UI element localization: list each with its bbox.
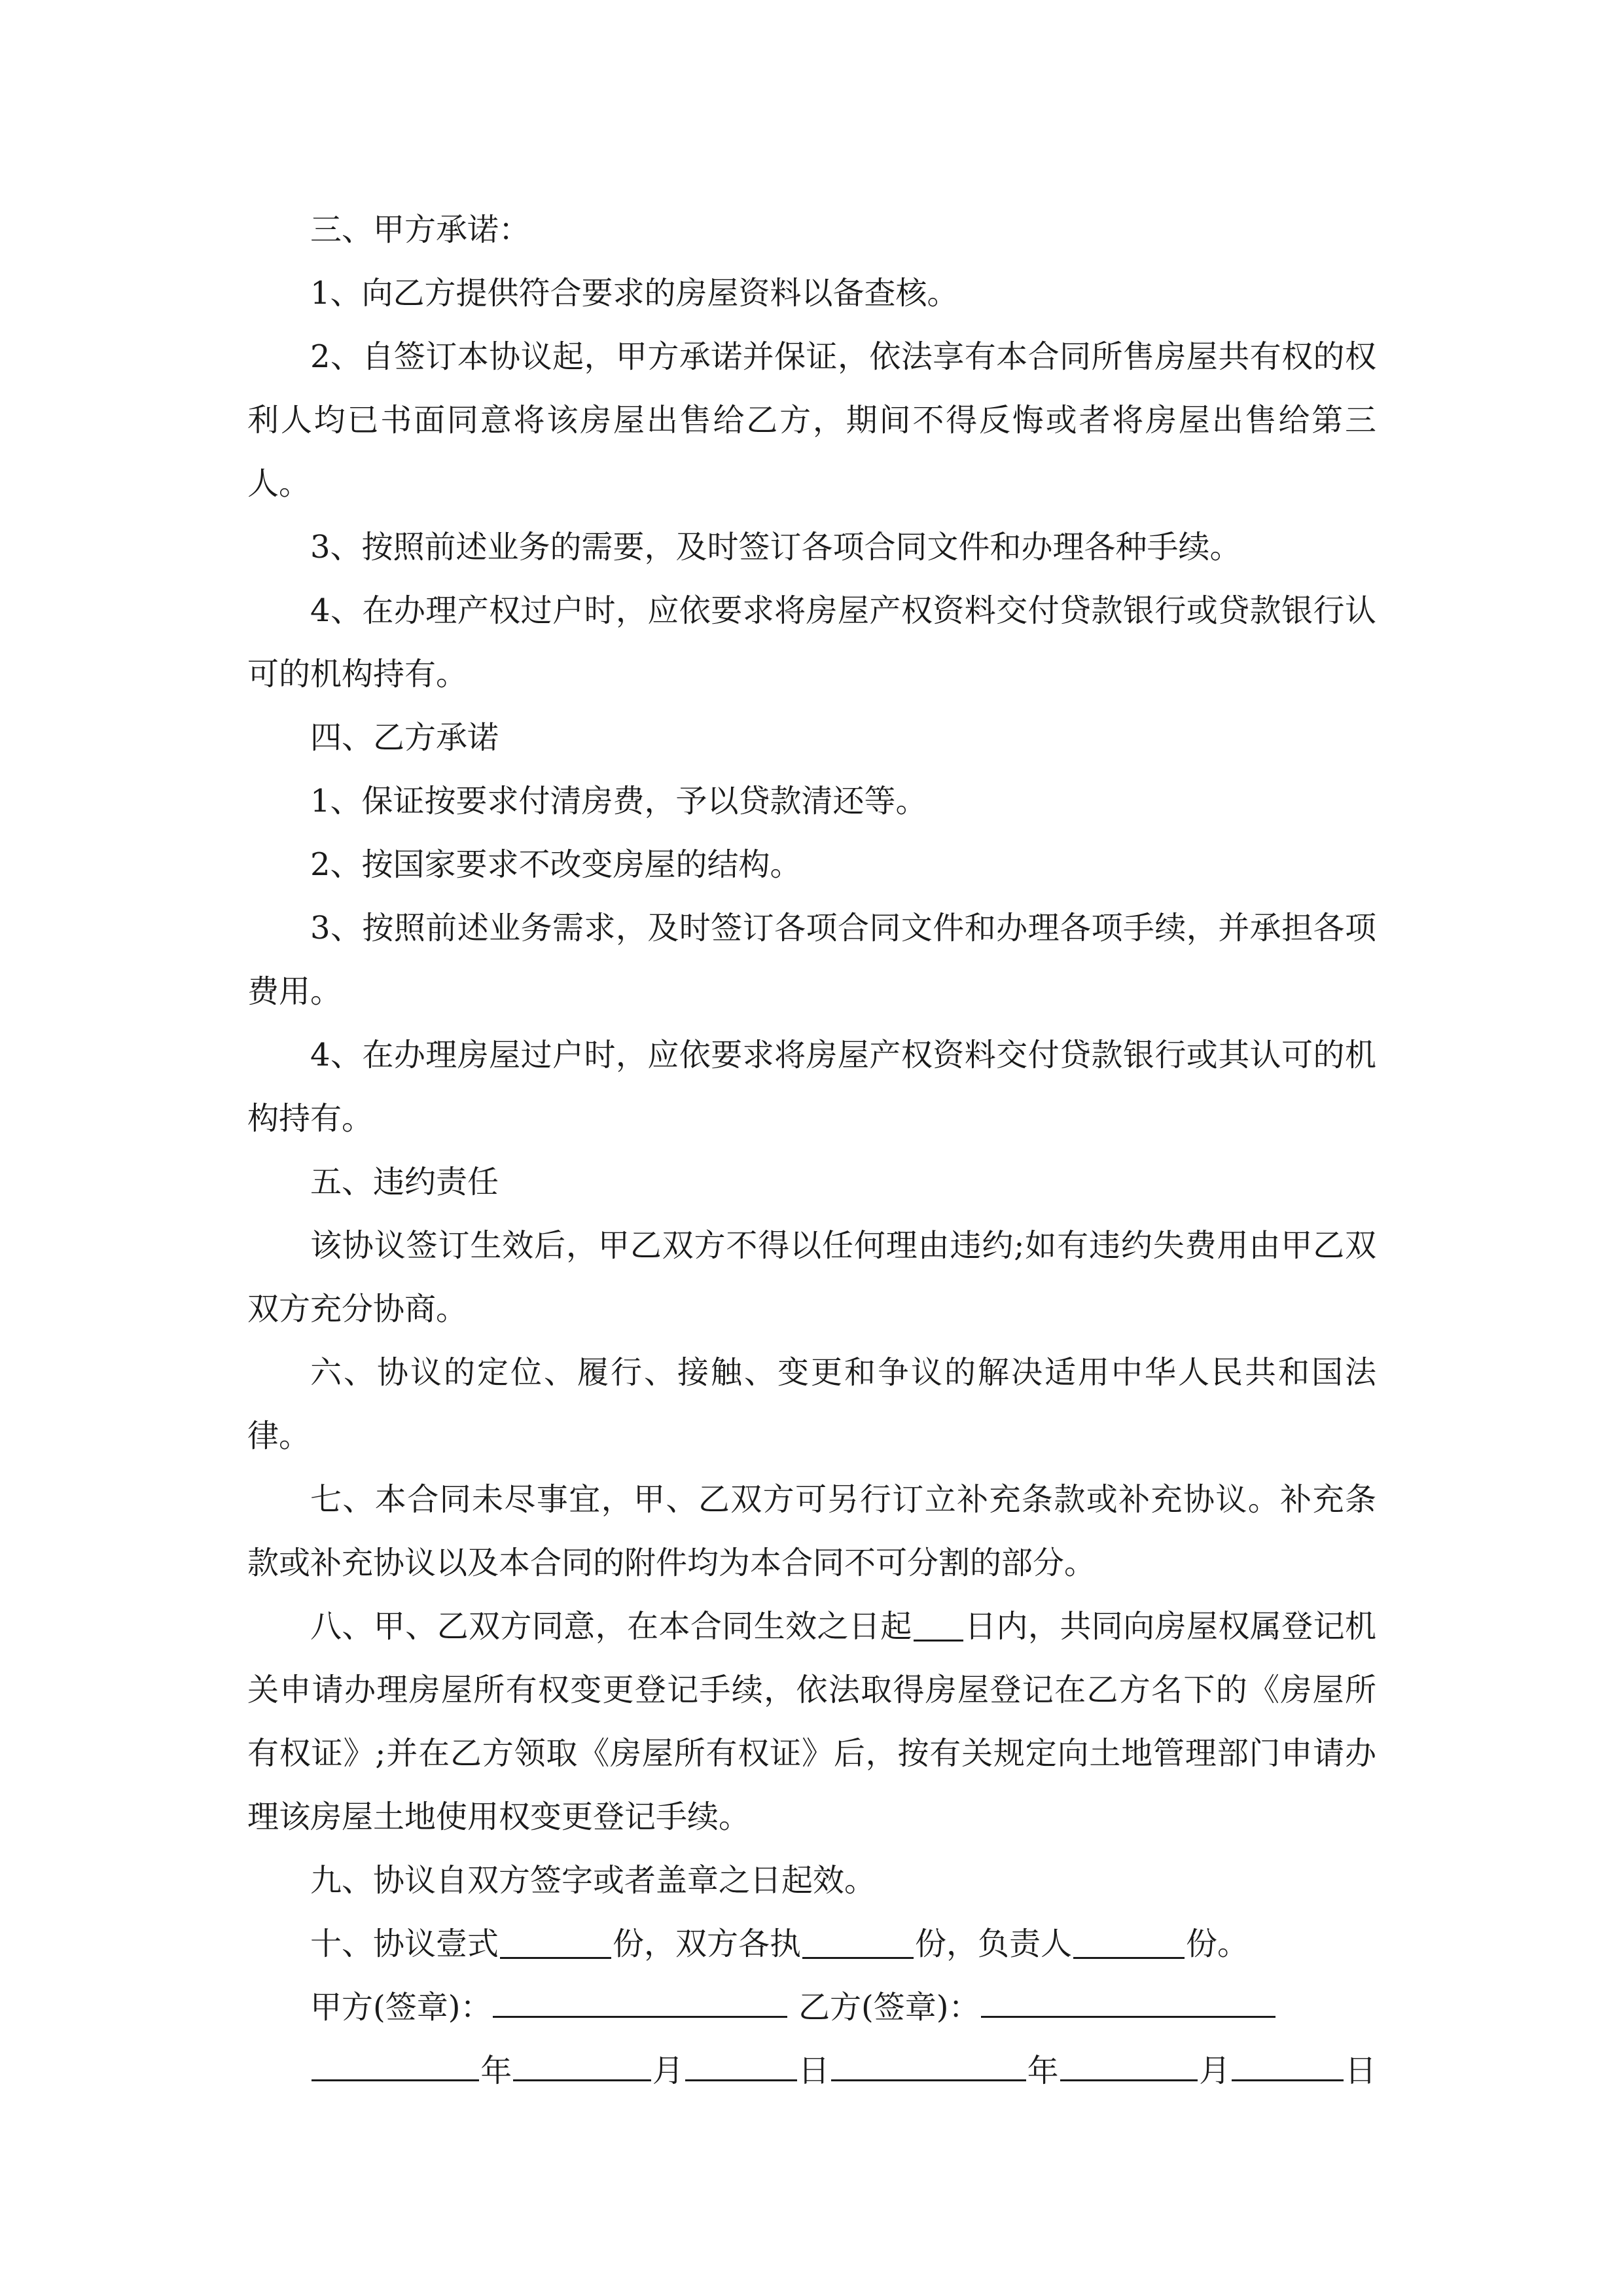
section-5-text: 该协议签订生效后，甲乙双方不得以任何理由违约;如有违约失费用由甲乙双双方充分协商。 [247, 1227, 1376, 1327]
section-10-text-a: 十、协议壹式 [310, 1926, 499, 1962]
month-label: 月 [1199, 2053, 1231, 2089]
section-4-item-3: 3、按照前述业务需求，及时签订各项合同文件和办理各项手续，并承担各项费用。 [247, 910, 1376, 1010]
party-b-signature-blank[interactable] [981, 1984, 1275, 2018]
section-3-item-4: 4、在办理产权过户时，应依要求将房屋产权资料交付贷款银行或贷款银行认可的机构持有。 [247, 592, 1376, 692]
party-a-label: 甲方(签章)： [310, 1989, 492, 2026]
section-9: 九、协议自双方签字或者盖章之日起效。 [310, 1862, 876, 1899]
section-8-text-a: 八、甲、乙双方同意，在本合同生效之日起 [310, 1608, 912, 1645]
contract-body [247, 198, 1376, 2103]
section-10 [247, 1912, 1376, 1976]
party-b-year-blank[interactable] [831, 2047, 1026, 2081]
year-label: 年 [480, 2053, 512, 2089]
section-3-item-2: 2、自签订本协议起，甲方承诺并保证，依法享有本合同所售房屋共有权的权利人均已书面同意将该房屋出售给乙方，期间不得反悔或者将房屋出售给第三人。 [247, 338, 1376, 502]
section-4-item-4: 4、在办理房屋过户时，应依要求将房屋产权资料交付贷款银行或其认可的机构持有。 [247, 1037, 1376, 1137]
day-label: 日 [1345, 2053, 1377, 2089]
section-3-title: 三、甲方承诺： [310, 211, 531, 248]
party-a-year-blank[interactable] [312, 2047, 479, 2081]
day-label: 日 [798, 2053, 830, 2089]
signature-row [247, 1976, 1376, 2039]
month-label: 月 [652, 2053, 684, 2089]
section-3-item-1: 1、向乙方提供符合要求的房屋资料以备查核。 [310, 275, 959, 312]
party-a-signature [310, 1976, 798, 2039]
section-10-text-c: 份，负责人 [915, 1926, 1073, 1962]
copies-responsible-blank[interactable] [1073, 1925, 1185, 1959]
party-b-month-blank[interactable] [1060, 2047, 1198, 2081]
section-10-text-b: 份，双方各执 [613, 1926, 802, 1962]
section-4-title: 四、乙方承诺 [310, 719, 499, 756]
copies-total-blank[interactable] [500, 1925, 611, 1959]
date-row [247, 2039, 1376, 2103]
year-label: 年 [1027, 2053, 1059, 2089]
party-a-month-blank[interactable] [513, 2047, 651, 2081]
section-5-title: 五、违约责任 [310, 1164, 499, 1200]
party-a-signature-blank[interactable] [493, 1984, 787, 2018]
party-b-label: 乙方(签章)： [798, 1989, 980, 2026]
copies-each-blank[interactable] [802, 1925, 914, 1959]
section-7: 七、本合同未尽事宜，甲、乙双方可另行订立补充条款或补充协议。补充条款或补充协议以及本合同的附件均为本合同不可分割的部分。 [247, 1481, 1376, 1581]
section-10-text-d: 份。 [1186, 1926, 1249, 1962]
section-3-item-3: 3、按照前述业务的需要，及时签订各项合同文件和办理各种手续。 [310, 529, 1241, 565]
party-b-day-blank[interactable] [1232, 2047, 1344, 2081]
party-b-signature [798, 1976, 1287, 2039]
days-blank[interactable] [914, 1607, 963, 1641]
section-4-item-1: 1、保证按要求付清房费，予以贷款清还等。 [310, 783, 927, 819]
section-8-text-b: 日内，共同向房屋权属登记机关申请办理房屋所有权变更登记手续，依法取得房屋登记在乙方名下的《房屋所有权证》;并在乙方领取《房屋所有权证》后，按有关规定向土地管理部门申请办理该房屋土地使用权变更登记手续。 [247, 1608, 1376, 1835]
section-6: 六、协议的定位、履行、接触、变更和争议的解决适用中华人民共和国法律。 [247, 1354, 1376, 1454]
party-a-day-blank[interactable] [685, 2047, 797, 2081]
section-8 [247, 1595, 1376, 1849]
section-4-item-2: 2、按国家要求不改变房屋的结构。 [310, 846, 802, 883]
